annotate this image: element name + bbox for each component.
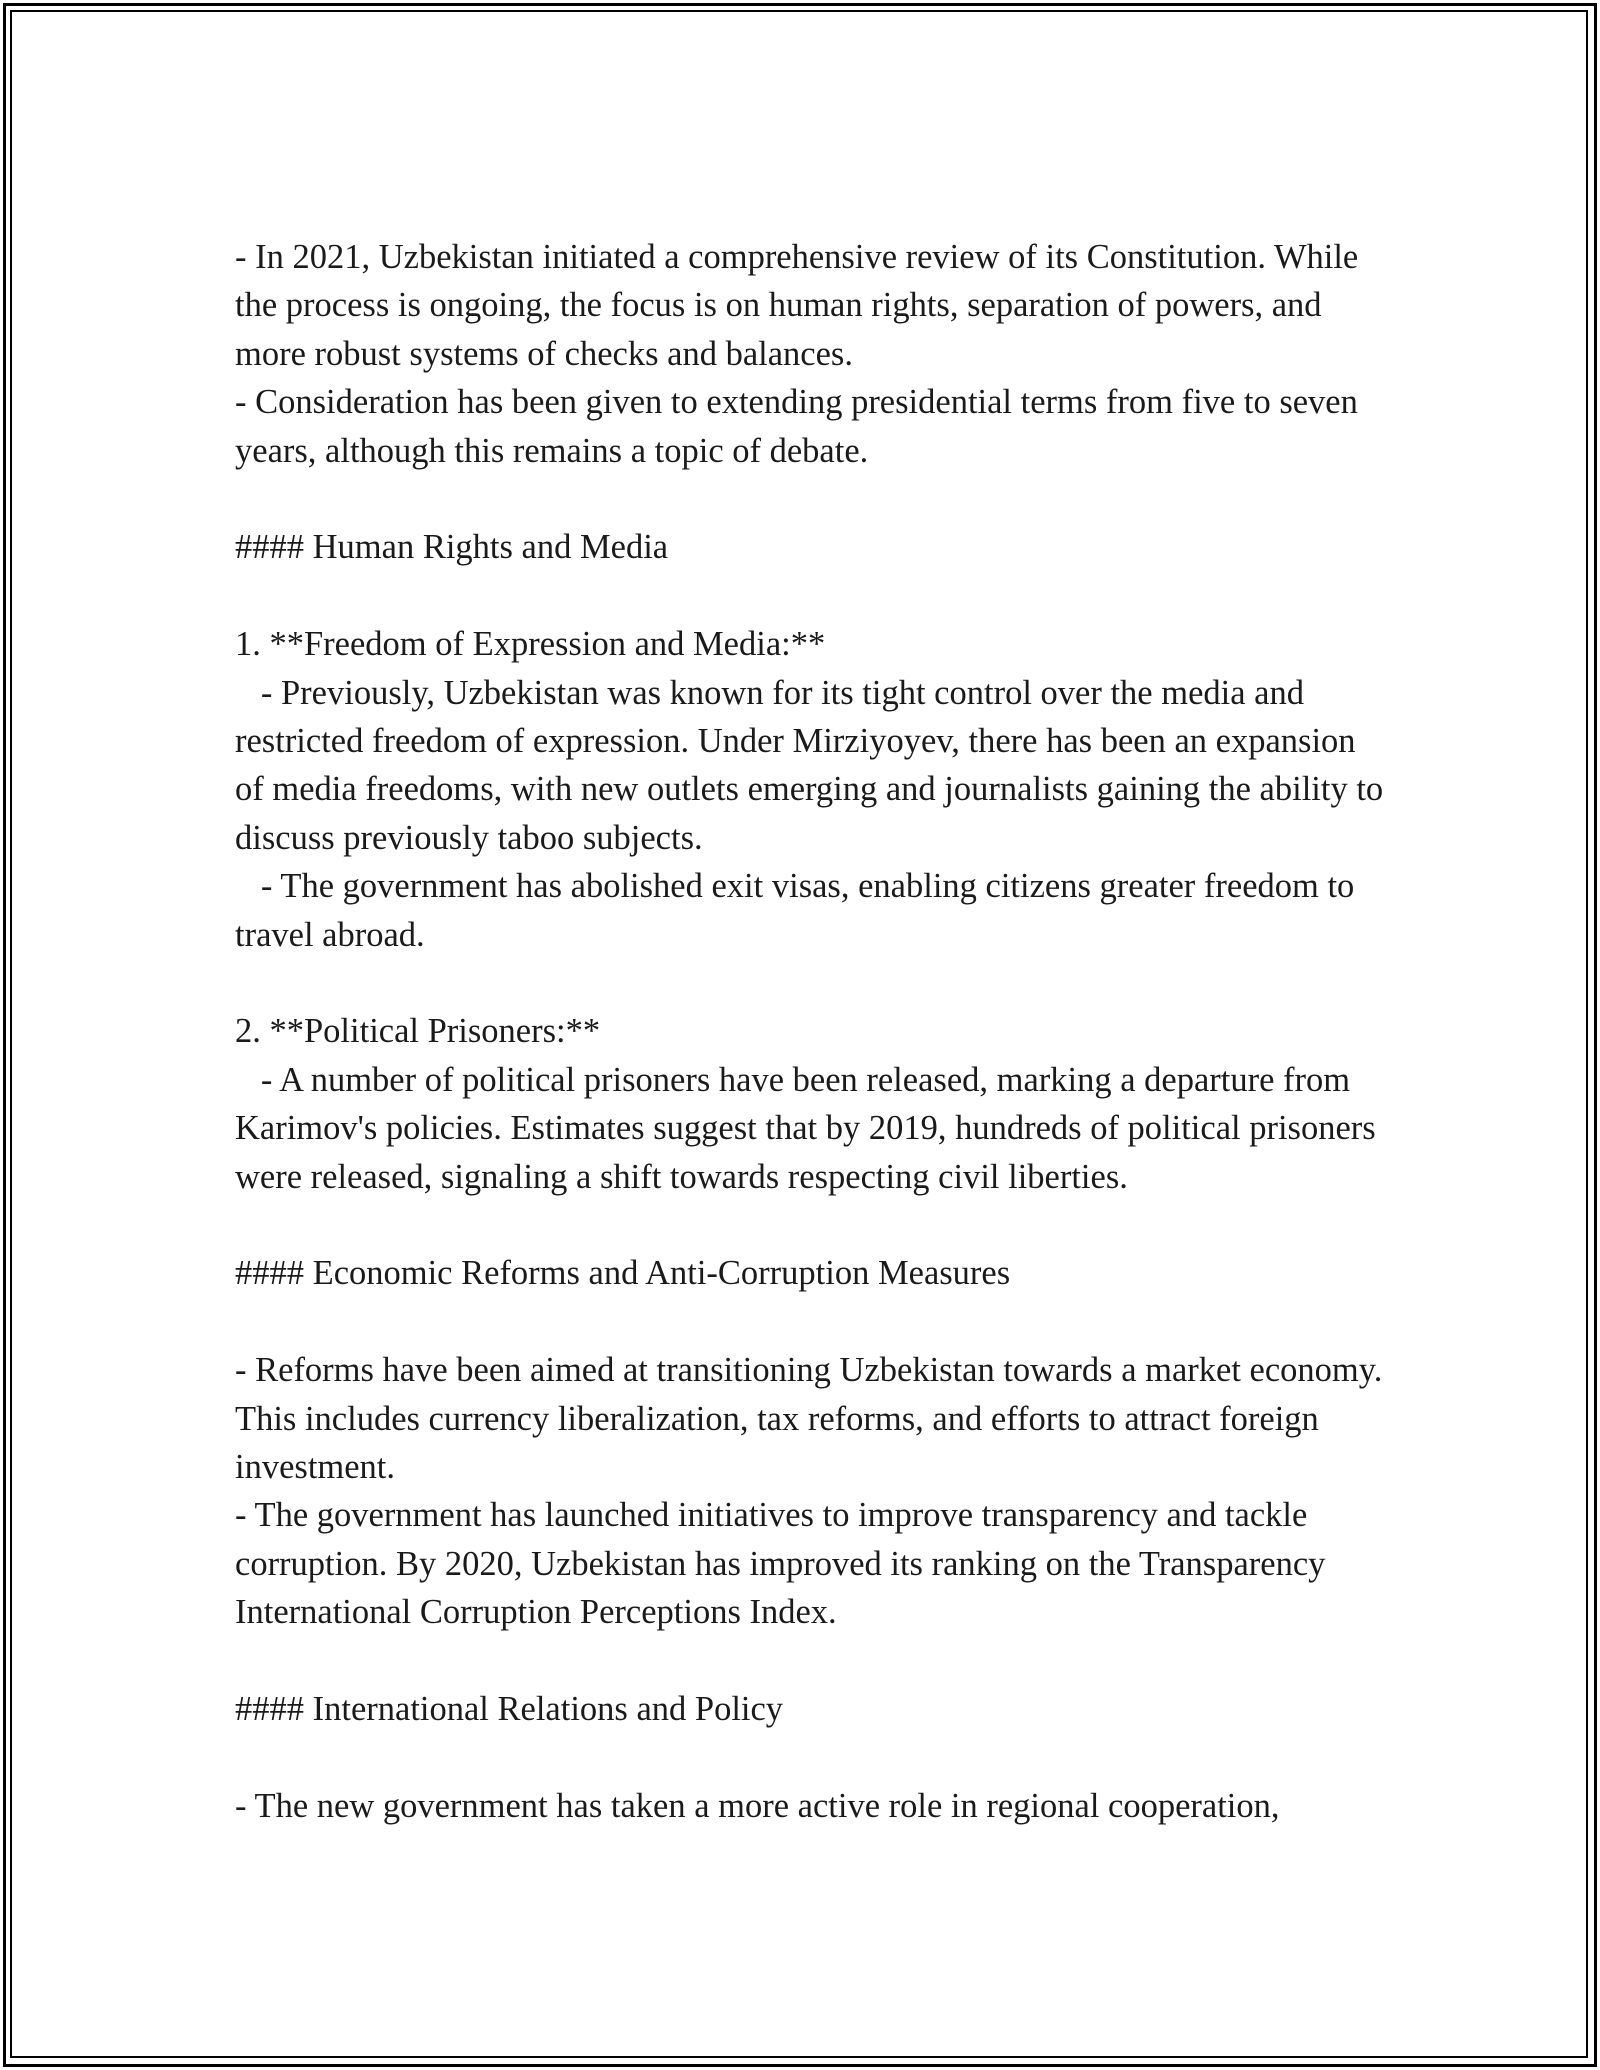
spacer — [235, 1298, 1385, 1346]
list-item-title-prisoners: 2. **Political Prisoners:** — [235, 1012, 601, 1051]
spacer — [235, 1637, 1385, 1685]
paragraph-presidential-terms: - Consideration has been given to extending presidential terms from five to seven years, although this remains a topic of debate. — [235, 383, 1367, 470]
paragraph-regional-cooperation: - The new government has taken a more active role in regional cooperation, — [235, 1786, 1280, 1825]
paragraph-market-economy: - Reforms have been aimed at transitioning Uzbekistan towards a market economy. This includes currency liberalization, tax reforms, and efforts to attract foreign investment. — [235, 1351, 1391, 1487]
spacer — [235, 1201, 1385, 1249]
spacer — [235, 1734, 1385, 1782]
spacer — [235, 475, 1385, 523]
heading-economic-reforms: #### Economic Reforms and Anti-Corruption Measures — [235, 1254, 1011, 1293]
paragraph-exit-visas: - The government has abolished exit visas, enabling citizens greater freedom to travel abroad. — [235, 867, 1363, 954]
heading-human-rights: #### Human Rights and Media — [235, 528, 669, 567]
document-body — [235, 233, 1392, 1830]
heading-international-relations: #### International Relations and Policy — [235, 1690, 784, 1729]
paragraph-anti-corruption: - The government has launched initiatives to improve transparency and tackle corruption. By 2020, Uzbekistan has improved its ranking on the Transparency International Corruption Perceptions Index. — [235, 1496, 1335, 1632]
paragraph-political-prisoners: - A number of political prisoners have been released, marking a departure from Karimov's policies. Estimates suggest that by 2019, hundreds of political prisoners were released, signaling a shift towards respecting civil liberties. — [235, 1060, 1385, 1196]
paragraph-constitution-review: - In 2021, Uzbekistan initiated a comprehensive review of its Constitution. While the process is ongoing, the focus is on human rights, separation of powers, and more robust systems of checks and balances. — [235, 238, 1367, 373]
list-item-title-freedom: 1. **Freedom of Expression and Media:** — [235, 625, 826, 664]
spacer — [235, 959, 1385, 1007]
spacer — [235, 572, 1385, 620]
paragraph-media-freedom: - Previously, Uzbekistan was known for its tight control over the media and restricted freedom of expression. Under Mirziyoyev, there has been an expansion of media freedoms, with new outlets emerging and journalists gaining the ability to discuss previously taboo subjects. — [235, 673, 1392, 857]
